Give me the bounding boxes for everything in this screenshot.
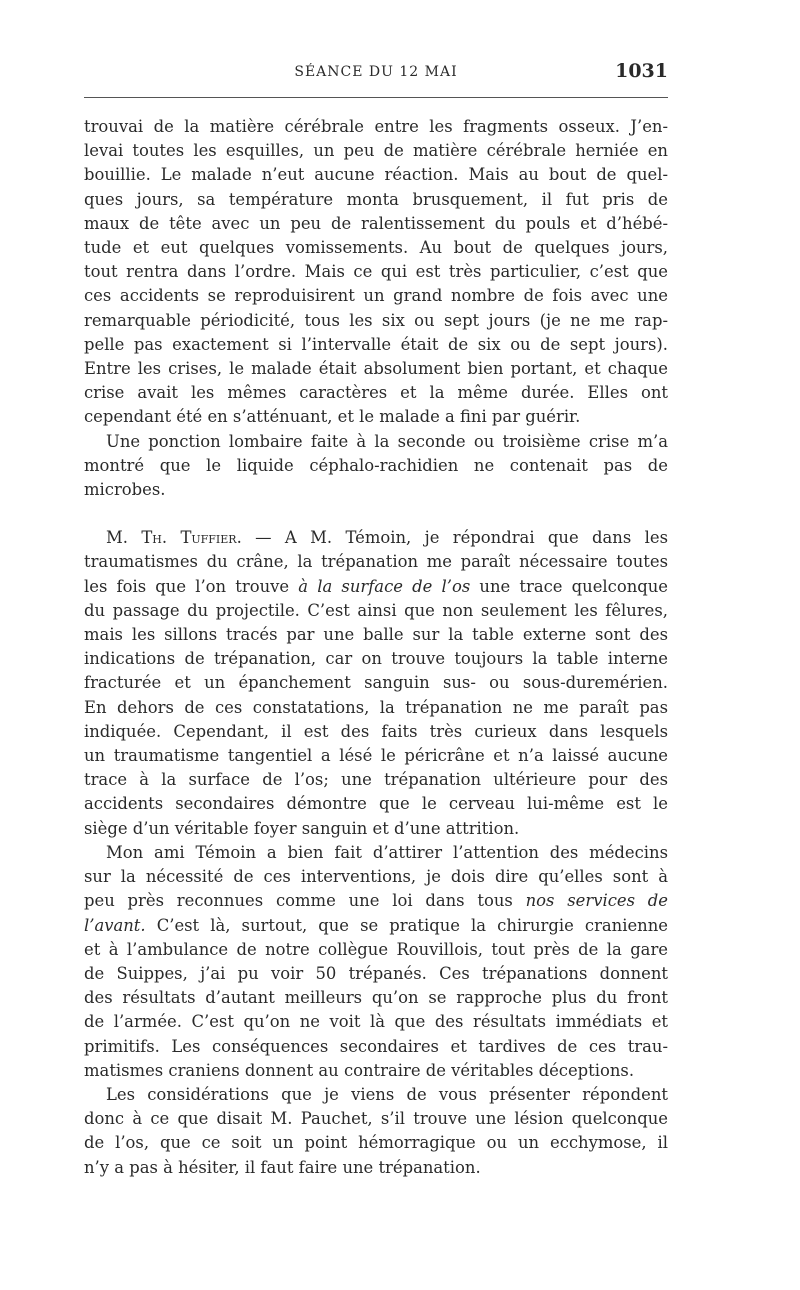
- text-line: [84, 526, 668, 550]
- text-line: indiquée. Cependant, il est des faits très curieux dans lesquels: [84, 721, 668, 741]
- text-line: traumatismes du crâne, la trépanation me paraît nécessaire toutes: [84, 552, 668, 572]
- text-line: de l’armée. C’est qu’on ne voit là que des résultats immédiats et: [84, 1012, 668, 1032]
- paragraph-2: [84, 430, 668, 503]
- header-rule: [84, 97, 668, 98]
- text-line: n’y a pas à hésiter, il faut faire une trépanation.: [84, 1157, 481, 1177]
- text-line: En dehors de ces constatations, la trépanation ne me paraît pas: [84, 697, 668, 717]
- text-line: de Suippes, j’ai pu voir 50 trépanés. Ces trépanations donnent: [84, 963, 668, 983]
- text-line: levai toutes les esquilles, un peu de matière cérébrale herniée en: [84, 141, 668, 161]
- text-line: Entre les crises, le malade était absolument bien portant, et chaque: [84, 359, 668, 379]
- text-line: Mon ami Témoin a bien fait d’attirer l’attention des médecins: [106, 842, 668, 862]
- text-line: montré que le liquide céphalo-rachidien ne contenait pas de: [84, 455, 668, 475]
- text-line: trouvai de la matière cérébrale entre les fragments osseux. J’en-: [84, 117, 668, 136]
- text-run: peu près reconnues comme une loi dans tous: [84, 891, 526, 911]
- text-line: Les considérations que je viens de vous présenter répondent: [106, 1084, 668, 1104]
- text-line: trace à la surface de l’os; une trépanation ultérieure pour des: [84, 770, 668, 790]
- text-line: un traumatisme tangentiel a lésé le péricrâne et n’a laissé aucune: [84, 746, 668, 766]
- page-number: 1031: [615, 60, 668, 82]
- text-line: du passage du projectile. C’est ainsi que non seulement les fêlures,: [84, 600, 668, 620]
- paragraph-3: [84, 526, 668, 841]
- body-text: [84, 115, 668, 1180]
- paragraph-4: [84, 841, 668, 1083]
- text-line: mais les sillons tracés par une balle sur la table externe sont des: [84, 625, 668, 645]
- italic-phrase: à la surface de l’os: [298, 576, 471, 596]
- paragraph-1: [84, 115, 668, 430]
- text-run: C’est là, surtout, que se pratique la chirurgie cranienne: [145, 915, 668, 935]
- text-line: pelle pas exactement si l’intervalle était de six ou de sept jours).: [84, 334, 668, 354]
- text-line: indications de trépanation, car on trouve toujours la table interne: [84, 649, 668, 669]
- text-line: bouillie. Le malade n’eut aucune réaction. Mais au bout de quel-: [84, 165, 668, 185]
- text-line: donc à ce que disait M. Pauchet, s’il trouve une lésion quelconque: [84, 1109, 668, 1129]
- text-line: remarquable périodicité, tous les six ou sept jours (je ne me rap-: [84, 310, 668, 330]
- paragraph-5: [84, 1083, 668, 1180]
- text-line: primitifs. Les conséquences secondaires et tardives de ces trau-: [84, 1036, 668, 1056]
- text-run: une trace quelconque: [470, 576, 668, 596]
- text-line: cependant été en s’atténuant, et le malade a fini par guérir.: [84, 407, 581, 427]
- text-line: des résultats d’autant meilleurs qu’on se rapproche plus du front: [84, 988, 668, 1008]
- running-head: [84, 60, 668, 86]
- text-line: accidents secondaires démontre que le cerveau lui-même est le: [84, 794, 668, 814]
- text-line: [84, 889, 668, 913]
- text-run: — A M. Témoin, je répondrai que dans les: [241, 528, 668, 548]
- text-line: crise avait les mêmes caractères et la même durée. Elles ont: [84, 383, 668, 403]
- text-line: siège d’un véritable foyer sanguin et d’une attrition.: [84, 818, 520, 838]
- paragraph-gap: [84, 502, 668, 526]
- text-line: Une ponction lombaire faite à la seconde ou troisième crise m’a: [106, 431, 668, 451]
- text-line: ces accidents se reproduisirent un grand nombre de fois avec une: [84, 286, 668, 306]
- text-run: les fois que l’on trouve: [84, 576, 299, 596]
- speaker-name: M. Th. Tuffier.: [106, 528, 242, 548]
- text-line: fracturée et un épanchement sanguin sus- ou sous-duremérien.: [84, 673, 668, 693]
- text-line: sur la nécessité de ces interventions, je dois dire qu’elles sont à: [84, 867, 668, 887]
- running-title: SÉANCE DU 12 MAI: [294, 64, 458, 80]
- text-line: tude et eut quelques vomissements. Au bout de quelques jours,: [84, 238, 668, 258]
- text-line: matismes craniens donnent au contraire de véritables déceptions.: [84, 1060, 635, 1080]
- text-line: [84, 914, 668, 938]
- text-line: [84, 575, 668, 599]
- text-line: ques jours, sa température monta brusquement, il fut pris de: [84, 189, 668, 209]
- text-line: microbes.: [84, 480, 166, 500]
- italic-phrase: l’avant.: [84, 915, 146, 935]
- italic-phrase: nos services de: [525, 891, 668, 911]
- text-line: tout rentra dans l’ordre. Mais ce qui est très particulier, c’est que: [84, 262, 668, 282]
- text-line: de l’os, que ce soit un point hémorragique ou un ecchymose, il: [84, 1133, 668, 1153]
- text-line: et à l’ambulance de notre collègue Rouvillois, tout près de la gare: [84, 939, 668, 959]
- text-line: maux de tête avec un peu de ralentissement du pouls et d’hébé-: [84, 213, 668, 233]
